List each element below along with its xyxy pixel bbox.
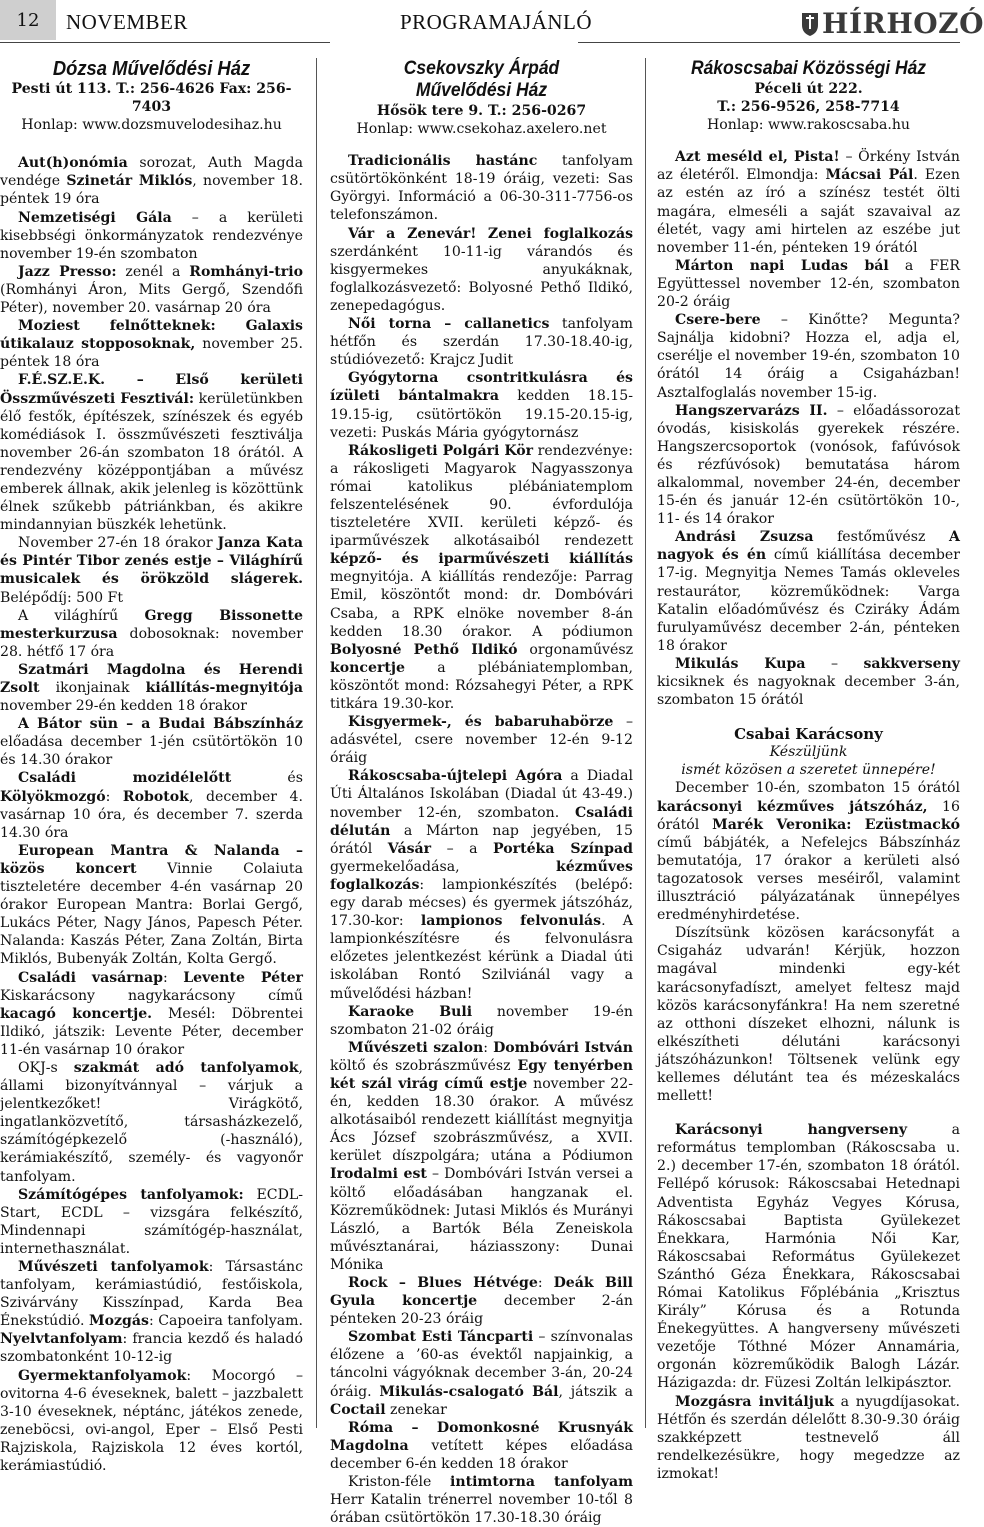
program-text: Aut(h)onómia sorozat, Auth Magda vendége Szinetár Miklós, november 18. péntek 19 óra (0, 155, 303, 208)
program-text: Rákoscsaba-újtelepi Agóra a Diadal Úti Általános Iskolában (Diadal út 43-49.) november 12-én, szombaton. Családi délután a Márton nap jegyében, 15 órától Vásár – a Portéka Színpad gyermekelőadása, kézműves foglalkozás: lampionkészítés (belépő: egy darab mécses) és gyermek játszóház, 17.30-kor: lampionos felvonulás. A lampionkészítésre és felvonulásra előzetes jelentkezést kérünk a Diadal úti iskolában Rontó Szilviánál vagy a művelődési házban! (330, 768, 634, 1002)
venue-title: Dózsa Művelődési Ház (52, 58, 251, 80)
program-text: December 10-én, szombaton 15 órától karácsonyi kézműves játszóház, 16 órától Marék Veronika: Ezüstmackó című bábjáték, a Nefelejcs Bábszínház bemutatója, 17 órakor a kerületi alsó tagozatosok verses meséiről, valamint illusztráció pályázatának ünnepélyes eredményhirdetése. (657, 780, 960, 924)
program-text: OKJ-s szakmát adó tanfolyamok, állami bizonyítvánnyal – várjuk a jelentkezőket! Virágkötő, ingatlanközvetítő, társasházkezelő, számítógépkezelő (-használó), kerámiakészítő, személy- és vagyonőr tanfolyam. (0, 1059, 303, 1185)
program-text: Családi vasárnap: Levente Péter Kiskarácsony nagykarácsony című kacagó koncertje. Mesél: Döbrentei Ildikó, játszik: Levente Péter, december 11-én vasárnap 10 órakor (0, 969, 303, 1058)
csabai-subtitle: Készüljünk (769, 744, 848, 761)
program-text: A világhírű Gregg Bissonette mesterkurzusa dobosoknak: november 28. hétfő 17 óra (0, 607, 303, 660)
program-text: Családi mozidélelőtt és Kölyökmozgó: Robotok, december 4. vasárnap 10 óra, és december 7. szerda 14.30 óra (0, 770, 303, 841)
program-text: Női torna – callanetics tanfolyam hétfőn és szerdán 17.30-18.40-ig, stúdióvezető: Krajcz Judit (330, 316, 633, 369)
page-number: 12 (0, 0, 56, 40)
venue-title: Művelődési Ház (415, 80, 548, 101)
venue-phone: T.: 256-9526, 258-7714 (717, 99, 900, 116)
month-label: NOVEMBER (66, 10, 188, 34)
program-text: Kisgyermek-, és babaruhabörze – adásvétel, csere november 12-én 9-12 óráig (330, 714, 633, 767)
venue-website: Honlap: www.rakoscsaba.hu (707, 117, 910, 134)
program-text: Azt meséld el, Pista! – Örkény István az életéről. Elmondja: Mácsai Pál. Ezen az estén az író a színész testét ölti magára, elmeséli a saját szavaival az életét, vagy ami hirtelen az eszébe jut november 11-én, pénteken 19 órától (657, 149, 961, 256)
venue-website: Honlap: www.csekohaz.axelero.net (356, 121, 607, 138)
program-text: Szatmári Magdolna és Herendi Zsolt ikonjainak kiállítás-megnyitója november 29-én kedden 18 órakor (0, 661, 303, 715)
program-text: Vár a Zenevár! Zenei foglalkozás szerdánként 10-11-ig várandós és kisgyermekes anyukáknak, foglalkozásvezető: Bolyosné Pethő Ildikó, zenepedagógus. (330, 225, 634, 314)
program-text: Rákosligeti Polgári Kör rendezvénye: a rákosligeti Magyarok Nagyasszonya római katolikus plébániatemplom felszentelésének 90. évfordulója tiszteletére XVII. kerületi képző- és iparművészek alkotásaiból rendezett képző- és iparművészeti kiállítás megnyitója. A kiállítás rendezője: Parrag Emil, köszöntőt mond: dr. Dombóvári Csaba, a RPK elnöke november 8-án kedden 18.30 órakor. A pódiumon Bolyosné Pethő Ildikó orgonaművész koncertje a plébániatemplomban, köszöntőt mond: Rózsahegyi Péter, a RPK titkára 19.30-kor. (330, 442, 633, 712)
page-header (0, 0, 984, 44)
newspaper-logo (800, 6, 984, 40)
program-text: Hangszervarázs II. – előadássorozat óvodás, kisiskolás gyerekek részére. Hangszercsoportok (vonósok, fafúvósok és rézfúvósok) bemutatása három alkalommal, november 24-én, december 15-én és január 12-én csütörtökön 10-, 11- és 14 órakor (657, 402, 960, 528)
program-text: Róma – Domonkosné Krusnyák Magdolna vetített képes előadása december 6-én kedden 18 órakor (330, 1419, 633, 1472)
program-text: Andrási Zsuzsa festőművész A nagyok és én című kiállítása december 17-ig. Megnyitja Nemes Tamás okleveles restaurátor, közreműködnek: Varga Katalin előadóművész és Cziráky Ádám furulyaművész december 2-án, pénteken 18 órakor (657, 529, 960, 654)
program-text: Művészeti szalon: Dombóvári István költő és szobrászművész Egy tenyérben két szál virág című estje november 22-én, kedden 18.30 órakor. A művész alkotásaiból rendezett kiállítást megnyitja Ács József szobrászművész, a XVII. kerület díszpolgára; utána a Pódiumon Irodalmi est – Dombóvári István versei a költő előadásában hangzanak el. Közreműködnek: Jutasi Miklós és Murányi László, a Bartók Béla Zeneiskola művésztanárai, háziasszony: Dunai Mónika (330, 1039, 634, 1273)
venue-address: Pesti út 113. T.: 256-4626 Fax: 256-7403 (11, 81, 292, 116)
csabai-subtitle: ismét közösen a szeretet ünnepére! (681, 762, 936, 779)
program-text: Jazz Presso: zenél a Romhányi-trio (Romhányi Áron, Mits Gergő, Szendőfi Péter), november 20. vasárnap 20 óra (0, 263, 303, 317)
column-csekovszky (330, 58, 634, 1527)
program-text: Kriston-féle intimtorna tanfolyam Herr Katalin trénerrel november 10-től 8 órában csütörtökön 17.30-18.30 óráig (330, 1474, 633, 1527)
program-text: Karácsonyi hangverseny a református templomban (Rákoscsaba u. 2.) december 17-én, szombaton 18 órától. Fellépő kórusok: Rákoscsabai Hetednapi Adventista Egyház Vegyes Kórusa, Rákoscsabai Baptista Gyülekezet Énekkara, Harmónia Női Kar, Rákoscsabai Református Gyülekezet Szánthó Géza Énekkara, Rákoscsabai Római Katolikus Főplébánia „Krisztus Király” Kórusa és a Rotunda Énekegyüttes. A hangverseny művészeti vezetője Tóthné Mózer Annamária, orgonán közreműködik Balogh Lázár. Házigazda: dr. Füzesi Zoltán lelkipásztor. (657, 1122, 960, 1392)
logo-text: HÍRHOZÓ (822, 6, 984, 40)
header-rule-right (578, 42, 960, 43)
program-text: Rock – Blues Hétvége: Deák Bill Gyula koncertje december 2-án pénteken 20-23 óráig (330, 1275, 634, 1328)
section-title: PROGRAMAJÁNLÓ (400, 10, 593, 34)
csabai-title: Csabai Karácsony (734, 725, 883, 744)
program-text: Mozgásra invitáljuk a nyugdíjasokat. Hétfőn és szerdán délelőtt 8.30-9.30 óráig szakképzett testnevelő áll rendelkezésükre, hogy megedzze az izmokat! (657, 1393, 960, 1482)
program-text: Díszítsünk közösen karácsonyfát a Csigaház udvarán! Kérjük, hozzon magával mindenki egy-két karácsonyfadíszt, amelyet feltesz majd közös karácsonyfánkra! Ha nem szeretné az otthoni díszeket elhozni, nálunk is elkészítheti délutáni karácsonyi játszóházunkon! Töltsenek velünk egy kellemes délutánt tea és mézeskalács mellett! (657, 925, 960, 1105)
venue-address: Hősök tere 9. T.: 256-0267 (376, 103, 587, 119)
program-text: European Mantra & Nalanda – közös koncert Vinnie Colaiuta tiszteletére december 4-én vasárnap 20 órakor European Mantra: Borlai Gergő, Lukács Péter, Nagy János, Papesch Péter. Nalanda: Kaszás Péter, Zana Zoltán, Birta Miklós, Bubenyák Zoltán, Kolta Gergő. (0, 842, 304, 968)
program-text: Számítógépes tanfolyamok: ECDL-Start, ECDL – vizsgára felkészítő, Mindennapi számítógép-használat, internethasználat. (0, 1186, 303, 1257)
venue-title: Csekovszky Árpád (403, 58, 560, 79)
program-text: A Bátor sün – a Budai Bábszínház előadása december 1-jén csütörtökön 10 és 14.30 órakor (0, 716, 303, 769)
program-text: Szombat Esti Táncparti – színvonalas élőzene a ’60-as évektől napjainkig, a táncolni vágyóknak december 3-án, 20-24 óráig. Mikulás-csalogató Bál, játszik a Coctail zenekar (330, 1329, 633, 1418)
crest-icon (800, 9, 820, 37)
column-rakoscsaba (657, 58, 961, 1482)
program-text: Csere-bere – Kinőtte? Megunta? Sajnálja kidobni? Hozza el, adja el, cserélje el november 19-én, szombaton 10 órától 14 óráig a Csigaházban! Asztalfoglalás november 15-ig. (657, 312, 960, 401)
venue-title: Rákoscsabai Közösségi Ház (690, 58, 927, 79)
program-text: Tradicionális hastánc tanfolyam csütörtökönként 18-19 óráig, vezeti: Sas Györgyi. Információ a 06-30-311-7756-os telefonszámon. (330, 153, 633, 224)
venue-website: Honlap: www.dozsmuvelodesihaz.hu (21, 117, 282, 134)
column-dozsa (0, 58, 304, 1475)
program-text: Moziest felnőtteknek: Galaxis útikalauz stopposoknak, november 25. péntek 18 óra (0, 318, 304, 371)
venue-address: Péceli út 222. (754, 81, 863, 97)
program-text: Gyógytorna csontritkulásra és ízületi bántalmakra kedden 18.15-19.15-ig, csütörtökön 19.15-20.15-ig, vezeti: Puskás Mária gyógytornász (330, 370, 633, 441)
program-text: Karaoke Buli november 19-én szombaton 21-02 óráig (330, 1003, 633, 1038)
program-text: Nemzetiségi Gála – a kerületi kisebbségi önkormányzatok rendezvénye november 19-én szombaton (0, 209, 303, 262)
program-text: Márton napi Ludas bál a FER Együttessel november 12-én, szombaton 20-2 óráig (657, 257, 961, 311)
program-text: Művészeti tanfolyamok: Társastánc tanfolyam, kerámiastúdió, festőiskola, Szivárvány Kisszínpad, Karda Bea Énekstúdió. Mozgás: Capoeira tanfolyam. Nyelvtanfolyam: francia kezdő és haladó szombatonként 10-12-ig (0, 1259, 303, 1366)
program-text: November 27-én 18 órakor Janza Kata és Pintér Tibor zenés estje – Világhírű musicalek és örökzöld slágerek. Belépődíj: 500 Ft (0, 535, 303, 606)
column-divider (316, 58, 317, 1428)
header-rule-left (0, 42, 330, 43)
program-text: Gyermektanfolyamok: Mocorgó – ovitorna 4-6 éveseknek, balett – jazzbalett 3-10 éveseknek, néptánc, játékos zenede, zeneböcsi, ovi-angol, Eper – Első Pesti Rajziskola, Rajziskola 12 éves kortól, kerámiastúdió. (0, 1367, 303, 1475)
program-text: Mikulás Kupa – sakkverseny kicsiknek és nagyoknak december 3-án, szombaton 15 órától (657, 655, 960, 709)
column-divider (645, 58, 646, 1428)
program-text: F.É.SZ.E.K. – Első kerületi Összművészeti Fesztivál: kerületünkben élő festők, építészek, színészek és egyéb komédiások I. összművészeti fesztiválja november 26-án szombaton 18 órától. A rendezvény középpontjában a művész emberek állnak, akik jelenleg is közöttünk élnek szűkebb pátriánkban, és akikre mindannyian büszkék lehetünk. (0, 372, 303, 534)
